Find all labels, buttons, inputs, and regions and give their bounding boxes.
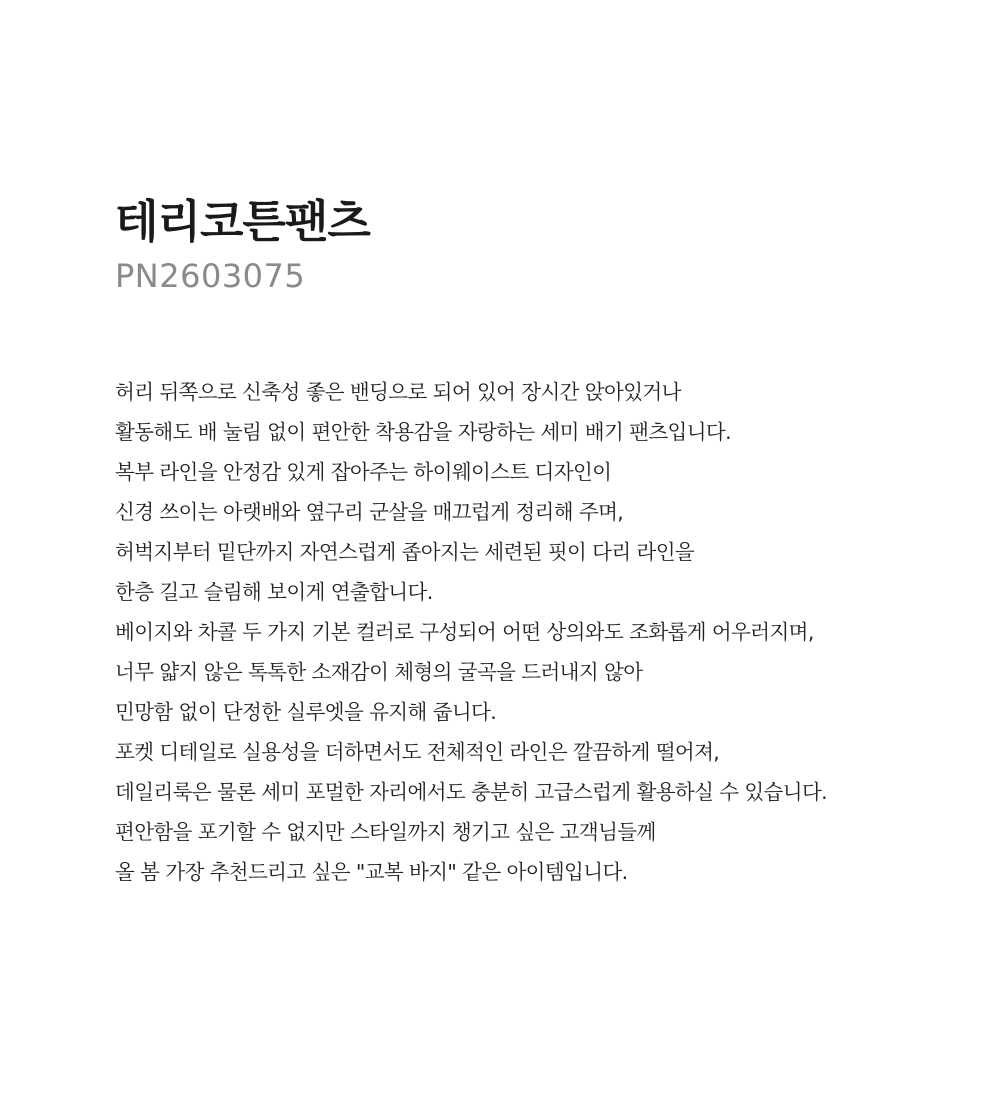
product-title: 테리코튼팬츠 [115, 195, 370, 248]
description-line: 한층 길고 슬림해 보이게 연출합니다. [115, 580, 433, 604]
description-line: 포켓 디테일로 실용성을 더하면서도 전체적인 라인은 깔끔하게 떨어져, [115, 740, 720, 764]
description-line: 허리 뒤쪽으로 신축성 좋은 밴딩으로 되어 있어 장시간 앉아있거나 [115, 380, 681, 404]
description-line: 베이지와 차콜 두 가지 기본 컬러로 구성되어 어떤 상의와도 조화롭게 어우러지며, [115, 620, 814, 644]
description-line: 편안함을 포기할 수 없지만 스타일까지 챙기고 싶은 고객님들께 [115, 820, 656, 844]
product-description [115, 372, 985, 892]
description-line: 올 봄 가장 추천드리고 싶은 "교복 바지" 같은 아이템입니다. [115, 860, 628, 884]
description-line: 너무 얇지 않은 톡톡한 소재감이 체형의 굴곡을 드러내지 않아 [115, 660, 643, 684]
description-line: 허벅지부터 밑단까지 자연스럽게 좁아지는 세련된 핏이 다리 라인을 [115, 540, 695, 564]
description-line: 활동해도 배 눌림 없이 편안한 착용감을 자랑하는 세미 배기 팬츠입니다. [115, 420, 732, 444]
description-line: 민망함 없이 단정한 실루엣을 유지해 줍니다. [115, 700, 497, 724]
description-line: 신경 쓰이는 아랫배와 옆구리 군살을 매끄럽게 정리해 주며, [115, 500, 624, 524]
product-code: PN2603075 [115, 257, 306, 295]
description-line: 데일리룩은 물론 세미 포멀한 자리에서도 충분히 고급스럽게 활용하실 수 있습니다. [115, 780, 828, 804]
description-line: 복부 라인을 안정감 있게 잡아주는 하이웨이스트 디자인이 [115, 460, 612, 484]
product-detail [115, 192, 985, 884]
